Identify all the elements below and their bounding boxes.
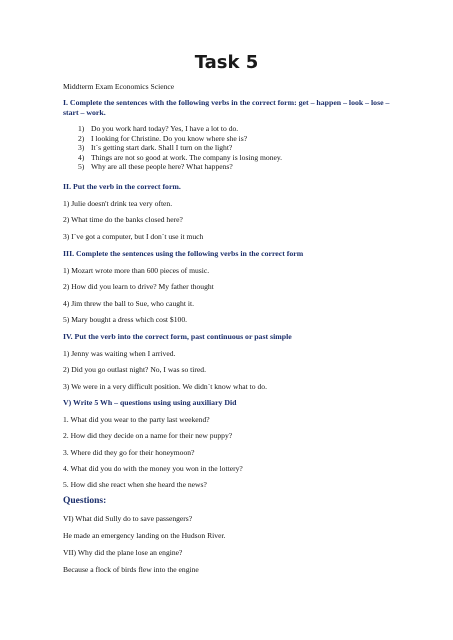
section-3-line: 4) Jim threw the ball to Sue, who caught it.: [63, 299, 194, 308]
item-number: 4): [78, 152, 85, 162]
section-4-line: 2) Did you go outlast night? No, I was so tired.: [63, 365, 206, 374]
section-5-line: 1. What did you wear to the party last weekend?: [63, 415, 210, 424]
section-1-heading: I. Complete the sentences with the following verbs in the correct form: get – happen – look – lose – start – work.: [63, 98, 390, 117]
section-5-line: 2. How did they decide on a name for their new puppy?: [63, 431, 233, 440]
section-5-line: 5. How did she react when she heard the news?: [63, 480, 207, 489]
section-2-line: 2) What time do the banks closed here?: [63, 215, 183, 224]
list-item: [63, 134, 282, 144]
section-5-line: 3. Where did they go for their honeymoon?: [63, 448, 195, 457]
item-number: 2): [78, 133, 85, 143]
questions-line: Because a flock of birds flew into the engine: [63, 565, 199, 574]
questions-line: VI) What did Sully do to save passengers?: [63, 514, 193, 523]
item-text: I looking for Christine. Do you know where she is?: [91, 133, 248, 143]
subtitle: Middterm Exam Economics Science: [63, 82, 175, 91]
item-text: Things are not so good at work. The company is losing money.: [91, 152, 283, 162]
section-4-line: 3) We were in a very difficult position. We didn´t know what to do.: [63, 382, 267, 391]
item-text: Why are all these people here? What happens?: [91, 162, 233, 172]
questions-line: He made an emergency landing on the Hudson River.: [63, 531, 226, 540]
section-5-line: 4. What did you do with the money you won in the lottery?: [63, 464, 243, 473]
section-2-heading: II. Put the verb in the correct form.: [63, 182, 181, 191]
item-text: Do you work hard today? Yes, I have a lot to do.: [91, 124, 239, 133]
section-5-heading: V) Write 5 Wh – questions using using auxiliary Did: [63, 398, 237, 407]
item-text: It´s getting start dark. Shall I turn on the light?: [91, 143, 233, 153]
list-item: [63, 153, 282, 163]
section-2-line: 1) Julie doesn't drink tea very often.: [63, 199, 173, 208]
section-2-line: 3) I´ve got a computer, but I don´t use it much: [63, 232, 204, 241]
list-item: [63, 124, 282, 134]
list-item: [63, 162, 282, 172]
section-3-heading: III. Complete the sentences using the following verbs in the correct form: [63, 249, 304, 258]
page-title: Task 5: [194, 52, 259, 73]
questions-heading: Questions:: [63, 496, 107, 506]
section-4-heading: IV. Put the verb into the correct form, past continuous or past simple: [63, 332, 292, 341]
item-number: 1): [78, 124, 85, 133]
item-number: 5): [78, 162, 85, 172]
list-item: [63, 143, 282, 153]
section-4-line: 1) Jenny was waiting when I arrived.: [63, 349, 176, 358]
questions-line: VII) Why did the plane lose an engine?: [63, 548, 183, 557]
section-3-line: 2) How did you learn to drive? My father thought: [63, 282, 214, 291]
section-1-list: [63, 124, 282, 172]
section-3-line: 5) Mary bought a dress which cost $100.: [63, 315, 188, 324]
item-number: 3): [78, 143, 85, 153]
section-3-line: 1) Mozart wrote more than 600 pieces of music.: [63, 266, 210, 275]
